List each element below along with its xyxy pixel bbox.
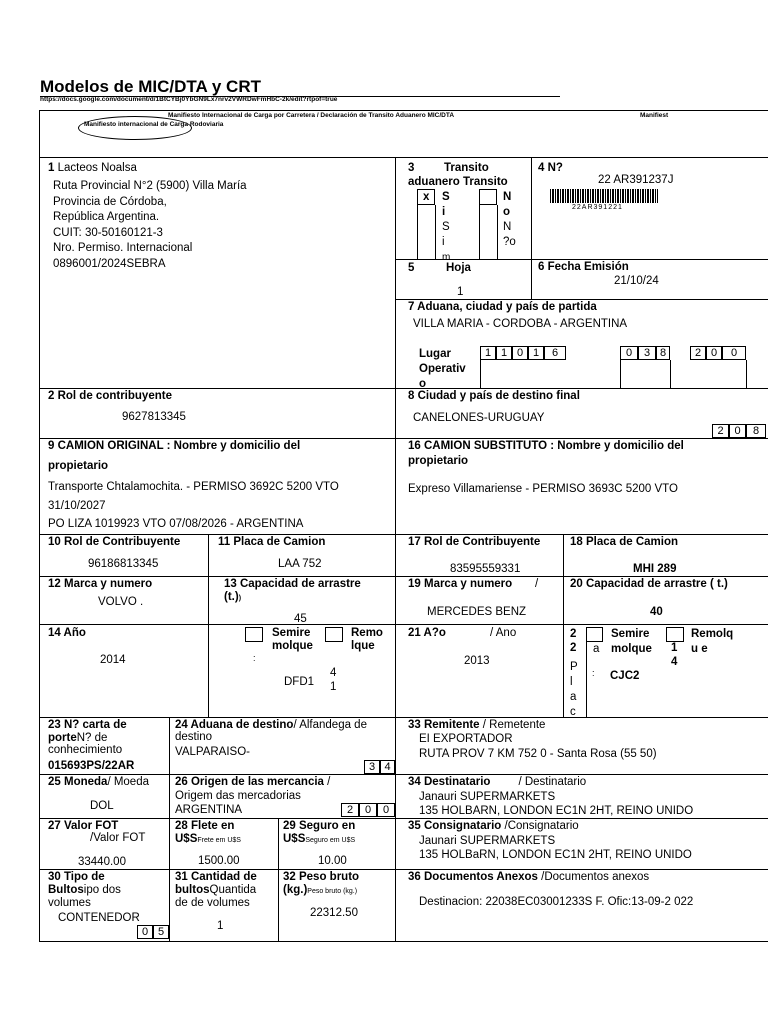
digit-cell: 1 [528,346,544,360]
field-3-num: 3 [408,162,415,174]
digit-cell: 0 [706,346,722,360]
field-19-value: MERCEDES BENZ [427,606,527,618]
field-20-value: 40 [650,606,663,618]
field-36-label: 36 Documentos Anexos /Documentos anexos [408,871,650,883]
field-9-label-b: propietario [48,460,109,472]
field-32-label-b: (kg.)Peso bruto (kg.) [283,884,358,896]
field-32-value: 22312.50 [310,907,358,919]
remo-label: Remo lque [351,627,383,652]
field-13-label-b: (t.)) [224,591,242,603]
field-35-label: 35 Consignatario /Consignatario [408,820,579,832]
colon: : [592,668,595,678]
digit-cell: 5 [153,925,169,939]
form-title-right: Manifiest [640,112,669,119]
field-14-value: 2014 [100,654,126,666]
field-8-label: 8 Ciudad y país de destino final [408,390,580,402]
field-28-label-b: U$SFrete em U$S [175,833,241,845]
digit-cell: 0 [729,424,746,438]
field-33-label: 33 Remitente / Remetente [408,719,546,731]
field-21-plate: CJC2 [610,670,640,682]
digit-cell: 2 [690,346,706,360]
field-32-label: 32 Peso bruto [283,871,360,883]
colon: : [253,653,256,663]
field-10-label: 10 Rol de Contribuyente [48,536,181,548]
digit-cell: 0 [137,925,153,939]
digit-cell: 8 [656,346,670,360]
field-8-value: CANELONES-URUGUAY [413,412,545,424]
field-26-label: 26 Origen de las mercancia / [175,776,331,788]
field-28-value: 1500.00 [198,855,240,867]
field-13-value: 45 [294,613,307,625]
field-21-label: 21 A?o [408,627,446,639]
field-17-value: 83595559331 [450,563,521,575]
placa-letters: P l a c [570,661,578,718]
field-6-label: 6 Fecha Emisión [538,261,629,273]
field-24-value: VALPARAISO- [175,746,250,758]
barcode-text: 22AR391221 [572,204,623,211]
field-6-value: 21/10/24 [614,275,659,287]
field-16-label: 16 CAMION SUBSTITUTO : Nombre y domicilio del [408,440,684,452]
checkbox-no[interactable] [479,189,497,205]
field-17-label: 17 Rol de Contribuyente [408,536,541,548]
checkbox-semi[interactable] [245,627,263,642]
field-14-plate: DFD1 [284,676,315,688]
field-9-line2: 31/10/2027 [48,500,106,512]
field-5-label: Hoja [446,262,471,274]
field-29-label-b: U$SSeguro em U$S [283,833,356,845]
four: 4 [671,656,678,668]
field-23-value: 015693PS/22AR [48,760,135,772]
field-35-line1: Jaunari SUPERMARKETS [419,835,556,847]
field-9-line3: PO LIZA 1019923 VTO 07/08/2026 - ARGENTINA [48,518,304,530]
letter-a: a [593,643,600,655]
field-5-num: 5 [408,262,415,274]
field-34-label: 34 Destinatario / Destinatario [408,776,587,788]
digit-cell: 1 [496,346,512,360]
field-23-label-b: porteN? de [48,732,108,744]
digit-cell: 0 [359,803,377,817]
field-21-value: 2013 [464,655,490,667]
field-29-value: 10.00 [318,855,347,867]
field-33-line1: EI EXPORTADOR [419,733,513,745]
field-3-label-b: aduanero Transito [408,176,508,188]
field-5-value: 1 [457,286,464,298]
field-13-label: 13 Capacidad de arrastre [224,578,361,590]
digit-cell: 0 [722,346,746,360]
check-mark: x [423,191,430,203]
field-4-label: 4 N? [538,162,563,174]
field-24-label-c: destino [175,731,213,743]
field-27-label: 27 Valor FOT [48,820,119,832]
oval-label: Manifiesto internacional de Carga Rodoviaria [84,121,224,128]
lugar-operativo: Lugar Operativ o [419,348,466,390]
checkbox-semi-21[interactable] [586,627,603,642]
remo-label-21: Remolq u e [691,628,734,655]
field-16-line1: Expreso Villamariense - PERMISO 3693C 5200 VTO [408,483,678,495]
field-10-value: 96186813345 [88,558,159,570]
field-31-label-c: de de volumes [175,897,250,909]
field-34-line1: Janauri SUPERMARKETS [419,791,556,803]
digit-cell: 2 [341,803,359,817]
checkbox-remo-21[interactable] [666,627,684,642]
field-19-slash: / [535,578,539,590]
field-9-line1: Transporte Chtalamochita. - PERMISO 3692C 5200 VTO [48,481,339,493]
field-18-value: MHI 289 [633,563,677,575]
semi-label-21: Semire molque [611,628,652,655]
digit-cell: 1 [480,346,496,360]
digit-cell: 0 [377,803,395,817]
field-14-plate-b: 4 1 [330,667,337,693]
field-4-value: 22 AR391237J [598,174,674,186]
field-30-label-c: volumes [48,897,91,909]
field-1-address: Ruta Provincial N°2 (5900) Villa María Provincia de Córdoba, República Argentina. CUIT: 30-50160121-3 Nro. Permiso. Internacional 0896001/2024SEBRA [53,180,247,270]
field-27-label-b: /Valor FOT [90,832,146,844]
semi-label: Semire molque [272,627,313,652]
field-31-label: 31 Cantidad de [175,871,257,883]
field-26-label-c: Origem das mercadorias [175,790,301,802]
digit-cell: 4 [380,760,395,774]
field-20-label: 20 Capacidad de arrastre ( t.) [570,578,728,590]
digit-cell: 3 [638,346,656,360]
field-24-label: 24 Aduana de destino/ Alfandega de [175,719,367,731]
source-url[interactable]: https://docs.google.com/document/d/1BtCYBj0YbGN9Lx7nrv2VWRDwFmHbC-2k/edit?rtpof=true [40,96,338,103]
barcode [550,189,658,203]
field-2-value: 9627813345 [122,411,186,423]
digit-cell: 8 [746,424,766,438]
field-25-value: DOL [90,800,114,812]
field-12-label: 12 Marca y numero [48,578,153,590]
page-title: Modelos de MIC/DTA y CRT [40,77,261,96]
field-2-label: 2 Rol de contribuyente [48,390,172,402]
field-26-value: ARGENTINA [175,804,243,816]
field-35-line2: 135 HOLBaRN, LONDON EC1N 2HT, REINO UNIDO [419,849,692,861]
digit-cell: 3 [364,760,380,774]
field-27-value: 33440.00 [78,856,126,868]
field-7-label: 7 Aduana, ciudad y país de partida [408,301,597,313]
field-30-label-b: Bultosipo dos [48,884,121,896]
field-23-label: 23 N? carta de [48,719,127,731]
digit-cell: 0 [512,346,528,360]
field-33-line2: RUTA PROV 7 KM 752 0 - Santa Rosa (55 50) [419,748,657,760]
field-11-value: LAA 752 [278,558,322,570]
field-3-label: Transito [444,162,489,174]
field-34-line2: 135 HOLBARN, LONDON EC1N 2HT, REINO UNIDO [419,805,694,817]
field-18-label: 18 Placa de Camion [570,536,679,548]
field-28-label: 28 Flete en [175,820,235,832]
field-16-label-b: propietario [408,455,469,467]
si-letters: S i S i m [442,191,451,263]
field-7-value: VILLA MARIA - CORDOBA - ARGENTINA [413,318,628,330]
field-30-label: 30 Tipo de [48,871,105,883]
field-1-label: 1 Lacteos Noalsa [48,162,137,174]
field-14-label: 14 Año [48,627,86,639]
field-36-value: Destinacion: 22038EC03001233S F. Ofic:13-09-2 022 [419,896,694,908]
digit-cell: 6 [544,346,566,360]
field-31-value: 1 [217,920,224,932]
field-25-label: 25 Moneda/ Moeda [48,776,149,788]
field-23-label-c: conhecimiento [48,744,123,756]
field-31-label-b: bultosQuantida [175,884,257,896]
digit-cell: 2 [712,424,729,438]
field-9-label: 9 CAMION ORIGINAL : Nombre y domicilio del [48,440,301,452]
digit-cell: 0 [620,346,638,360]
field-19-label: 19 Marca y numero [408,578,513,590]
no-letters: N o N ?o [503,191,516,248]
field-12-value: VOLVO . [98,596,144,608]
field-29-label: 29 Seguro en [283,820,356,832]
checkbox-remo[interactable] [325,627,343,642]
field-22-num: 2 2 [570,628,577,654]
one: 1 [671,642,678,654]
field-21-label-b: / Ano [490,627,517,639]
form-title: Manifiesto Internacional de Carga por Carretera / Declaración de Transito Aduanero MIC/DTA [168,112,455,119]
field-11-label: 11 Placa de Camion [218,536,326,548]
field-30-value: CONTENEDOR [58,912,140,924]
